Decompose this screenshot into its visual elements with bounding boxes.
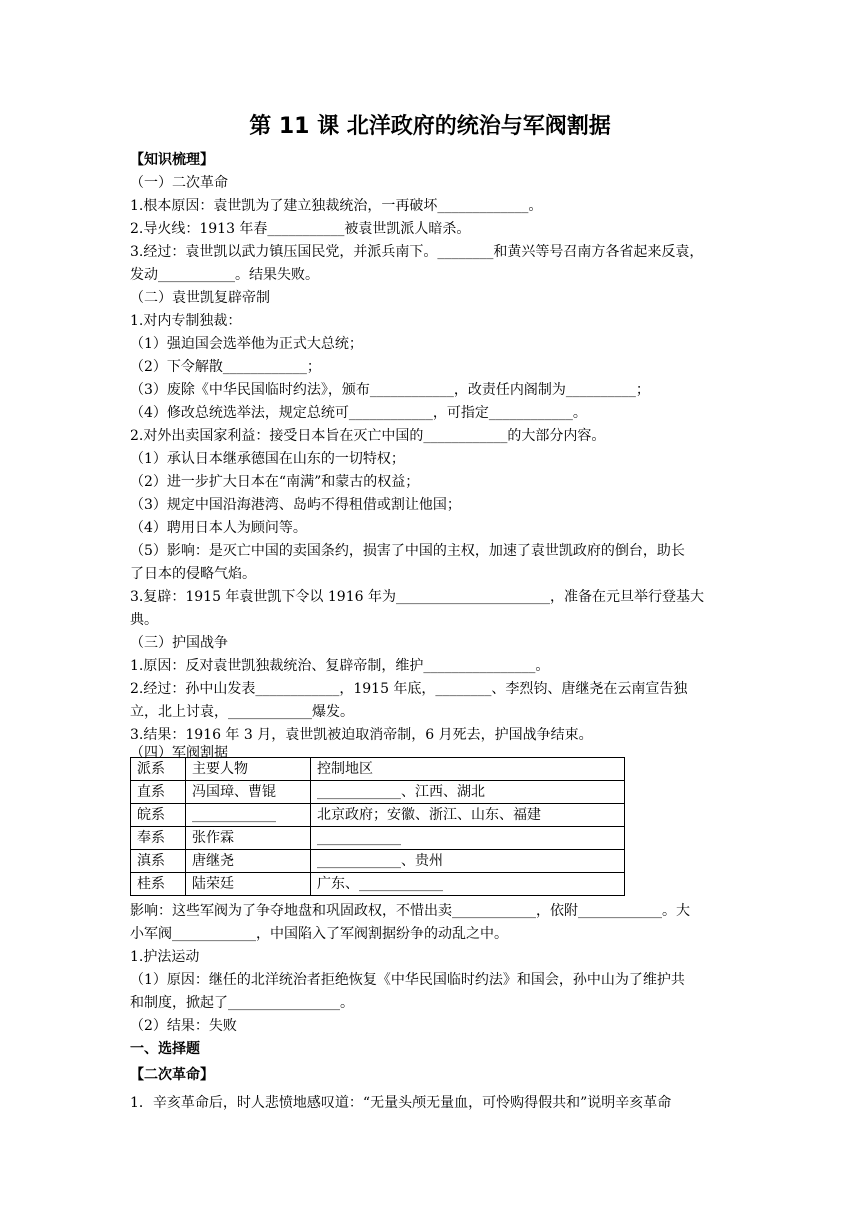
text-line: 2.导火线：1913 年春___________被袁世凯派人暗杀。 [130, 221, 471, 237]
text-line: （4）修改总统选举法，规定总统可____________，可指定____________。 [130, 405, 587, 421]
table-cell: ____________、江西、湖北 [311, 781, 625, 804]
text-line: （1）原因：继任的北洋统治者拒绝恢复《中华民国临时约法》和国会，孙中山为了维护共 [130, 972, 685, 988]
table-cell: 滇系 [131, 850, 186, 873]
text-line: （2）下令解散____________； [130, 359, 321, 375]
table-cell: 冯国璋、曹锟 [186, 781, 311, 804]
text-line: （1）强迫国会选举他为正式大总统； [130, 336, 363, 352]
table-row [131, 781, 625, 804]
text-line: 1.根本原因：袁世凯为了建立独裁统治，一再破坏_____________。 [130, 198, 543, 214]
text-line: （3）废除《中华民国临时约法》，颁布____________，改责任内阁制为__________； [130, 382, 650, 398]
page-title: 第 11 课 北洋政府的统治与军阀割据 [249, 114, 611, 139]
text-line: 3.复辟：1915 年袁世凯下令以 1916 年为______________________，准备在元旦举行登基大 [130, 589, 704, 605]
table-cell: ____________ [311, 827, 625, 850]
table-cell: 奉系 [131, 827, 186, 850]
subsection-heading: （三）护国战争 [130, 635, 228, 651]
text-line: （5）影响：是灭亡中国的卖国条约，损害了中国的主权，加速了袁世凯政府的倒台，助长 [130, 543, 685, 559]
table-cell: 广东、____________ [311, 873, 625, 896]
text-line: 3.结果：1916 年 3 月，袁世凯被迫取消帝制，6 月死去，护国战争结束。 [130, 727, 593, 743]
section-heading-knowledge: 【知识梳理】 [130, 152, 214, 168]
text-line: 影响：这些军阀为了争夺地盘和巩固政权，不惜出卖____________，依附____________。大 [130, 903, 690, 919]
text-line: 小军阀____________，中国陷入了军阀割据纷争的动乱之中。 [130, 926, 508, 942]
warlord-table [130, 757, 625, 896]
text-line: 2.经过：孙中山发表____________，1915 年底，________、李烈钧、唐继尧在云南宣告独 [130, 681, 688, 697]
question-text: 1．辛亥革命后，时人悲愤地感叹道：“无量头颅无量血，可怜购得假共和”说明辛亥革命 [130, 1095, 672, 1111]
table-row [131, 873, 625, 896]
text-line: （3）规定中国沿海港湾、岛屿不得租借或割让他国； [130, 497, 461, 513]
subsection-heading: （二）袁世凯复辟帝制 [130, 290, 270, 306]
text-line: 2.对外出卖国家利益：接受日本旨在灭亡中国的____________的大部分内容。 [130, 428, 606, 444]
text-line: 立，北上讨袁，____________爆发。 [130, 704, 354, 720]
topic-heading: 【二次革命】 [130, 1067, 214, 1083]
text-line: 和制度，掀起了________________。 [130, 995, 354, 1011]
subsection-heading: （四）军阀割据 [130, 745, 228, 761]
section-heading-choice: 一、选择题 [130, 1041, 200, 1057]
text-line: （2）结果：失败 [130, 1018, 237, 1034]
text-line: 典。 [130, 612, 158, 628]
text-line: 了日本的侵略气焰。 [130, 566, 256, 582]
table-header-cell: 主要人物 [186, 758, 311, 781]
table-row [131, 827, 625, 850]
text-line: 发动___________。结果失败。 [130, 267, 319, 283]
table-cell: 桂系 [131, 873, 186, 896]
table-cell: ____________、贵州 [311, 850, 625, 873]
table-header-cell: 控制地区 [311, 758, 625, 781]
text-line: 1.原因：反对袁世凯独裁统治、复辟帝制，维护________________。 [130, 658, 550, 674]
text-line: （4）聘用日本人为顾问等。 [130, 520, 307, 536]
table-header-cell: 派系 [131, 758, 186, 781]
table-cell: 直系 [131, 781, 186, 804]
text-line: 3.经过：袁世凯以武力镇压国民党，并派兵南下。________和黄兴等号召南方各省起来反袁， [130, 244, 704, 260]
table-cell: 唐继尧 [186, 850, 311, 873]
table-cell: 张作霖 [186, 827, 311, 850]
text-line: （1）承认日本继承德国在山东的一切特权； [130, 451, 405, 467]
table-header-row [131, 758, 625, 781]
table-cell: 皖系 [131, 804, 186, 827]
table-cell: 北京政府；安徽、浙江、山东、福建 [311, 804, 625, 827]
text-line: （2）进一步扩大日本在“南满”和蒙古的权益； [130, 474, 420, 490]
table-row [131, 850, 625, 873]
table-cell: ____________ [186, 804, 311, 827]
subsection-heading: （一）二次革命 [130, 175, 228, 191]
text-line: 1.对内专制独裁： [130, 313, 242, 329]
subsection-heading: 1.护法运动 [130, 949, 200, 965]
table-cell: 陆荣廷 [186, 873, 311, 896]
table-row [131, 804, 625, 827]
